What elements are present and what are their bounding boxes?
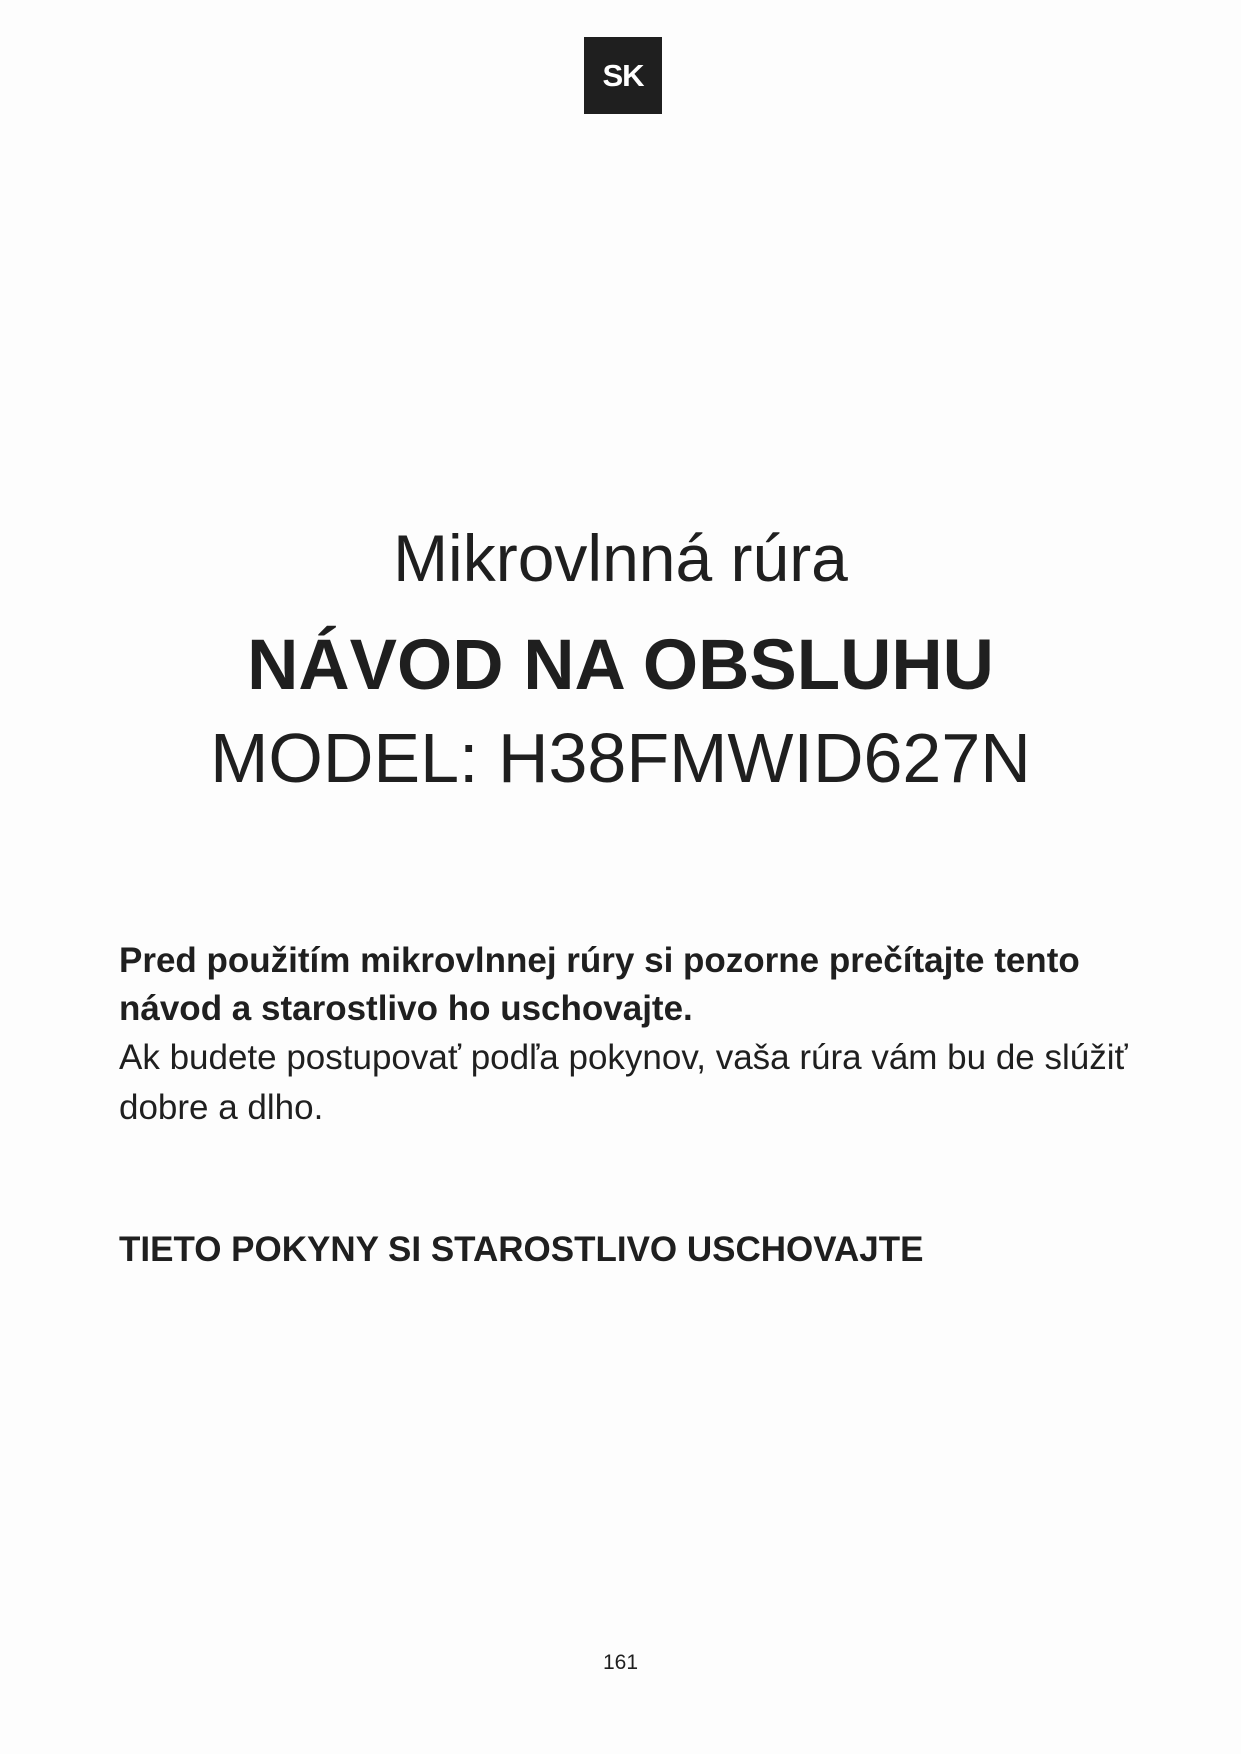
- page-number: 161: [602, 1651, 639, 1674]
- intro-bold-text: Pred použitím mikrovlnnej rúry si pozorne prečítajte tento návod a starostlivo ho uschovajte.: [119, 941, 1080, 1028]
- manual-title: NÁVOD NA OBSLUHU: [247, 626, 994, 705]
- product-type-heading: Mikrovlnná rúra: [393, 521, 848, 595]
- keep-instructions-notice: TIETO POKYNY SI STAROSTLIVO USCHOVAJTE: [119, 1230, 924, 1269]
- model-number: MODEL: H38FMWID627N: [210, 719, 1031, 797]
- language-badge: SK: [584, 37, 662, 114]
- intro-paragraph: [119, 937, 1139, 1133]
- intro-regular-text: Ak budete postupovať podľa pokynov, vaša rúra vám bu de slúžiť dobre a dlho.: [119, 1038, 1128, 1127]
